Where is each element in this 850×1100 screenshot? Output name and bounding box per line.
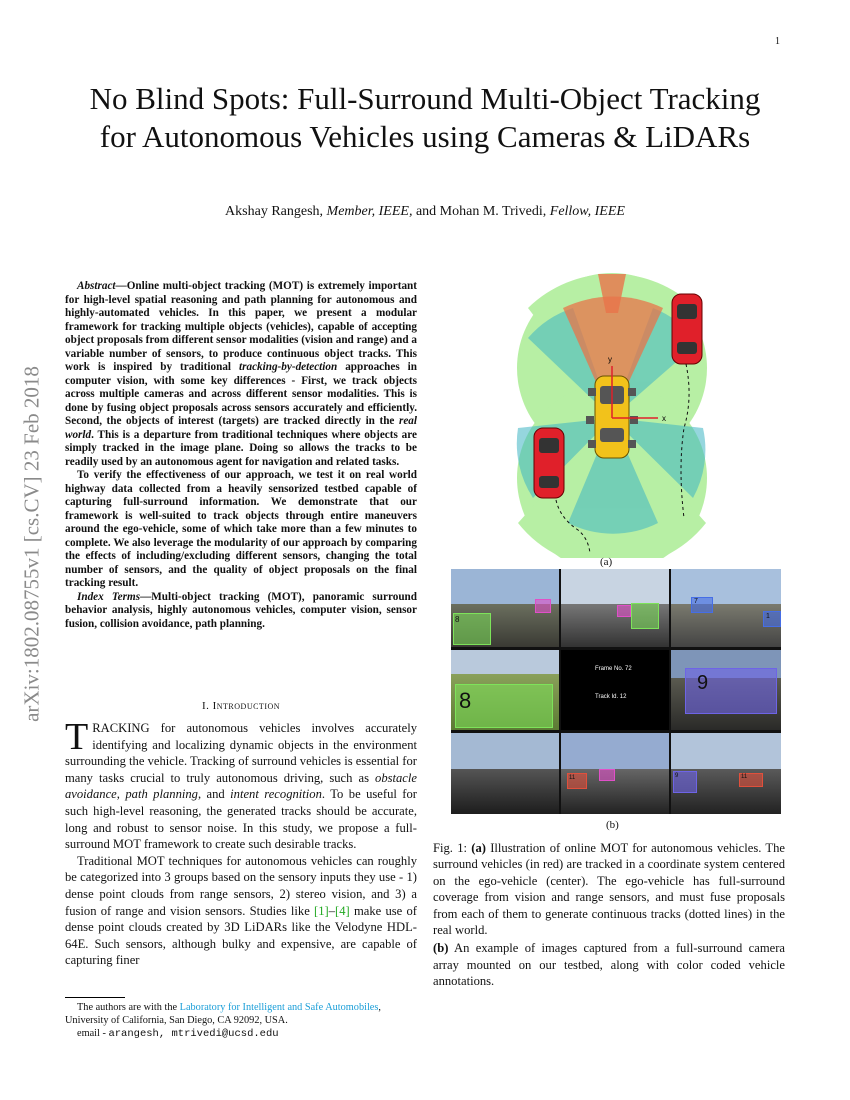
surround-vehicle-left — [534, 428, 564, 498]
abstract-emph-2: real world — [65, 415, 417, 441]
abstract-emph-1: tracking-by-detection — [239, 361, 338, 373]
intro-emph-3: intent recognition — [230, 787, 322, 802]
drop-cap: T — [65, 716, 89, 758]
intro-text-3: Traditional MOT techniques for autonomous vehicles can roughly be categorized into 3 groups based on the sensory inputs they use - 1) dense point clouds from range sensors, 2) stereo vision, and 3) a fusion of range and vision sensors. Studies like — [65, 853, 417, 918]
email-address: arangesh, mtrivedi@ucsd.edu — [108, 1028, 279, 1040]
camera-tile-3 — [671, 569, 781, 647]
camera-tile-5 — [671, 650, 781, 730]
author-and: and Mohan M. Trivedi, — [415, 204, 547, 219]
figure-b-label: (b) — [606, 819, 619, 831]
track-id-label: 9 — [697, 672, 709, 694]
figure-a-label: (a) — [600, 556, 613, 568]
arxiv-sidebar — [12, 294, 52, 794]
frame-number: Frame No. 72 — [595, 666, 632, 672]
intro-sep-1: , — [116, 787, 126, 802]
intro-text-1: RACKING for autonomous vehicles involves accurately identifying and localizing dynamic objects in the environment surrounding the vehicle. Tracking of surround vehicles is essential for many tasks crucial to truly autonomous driving, such as — [65, 721, 417, 785]
caption-prefix: Fig. 1: — [433, 841, 472, 855]
email-label: email - — [77, 1028, 109, 1039]
figure-b-camera-mosaic — [451, 569, 781, 814]
cite-dash: – — [328, 903, 336, 918]
section-heading: I. Introduction — [201, 700, 281, 712]
track-id-label: 8 — [455, 615, 460, 624]
index-terms-label: Index Terms — [77, 590, 141, 603]
camera-tile-2 — [561, 569, 669, 647]
intro-emph-2: path planning — [125, 787, 198, 802]
intro-emph-1: obstacle avoidance — [65, 770, 417, 802]
footnote-rule — [65, 997, 125, 998]
abstract-text-1: —Online multi-object tracking (MOT) is extremely important for high-level spatial reasoning and path planning for autonomous and highly-automated vehicles. In this paper, we present a modular framework for tracking multiple objects (vehicles), capable of accepting object proposals from different sensor modalities (vision and range) and a variable number of sensors, to produce continuous object tracks. This work is inspired by traditional — [65, 280, 417, 373]
abstract — [65, 280, 417, 631]
caption-b-label: (b) — [433, 941, 449, 956]
abstract-text-3: . This is a departure from traditional techniques where objects are simply tracked in the image plane. Doing so allows the tracks to be readily used by an autonomous agent for navigation and related tasks. — [65, 428, 417, 468]
camera-tile-1 — [451, 569, 559, 647]
author-1-role: Member, IEEE, — [326, 204, 413, 219]
intro-sep-2: , and — [197, 787, 231, 802]
abstract-label: Abstract — [77, 280, 116, 292]
camera-tile-8 — [671, 733, 781, 814]
intro-text-2: . To be useful for such high-level reasoning, the generated tracks should be accurate, long and robust to sensor noise. In this study, we propose a full-surround MOT framework to create such desirable tracks. — [65, 787, 417, 852]
tracking-info-panel — [561, 650, 669, 730]
footnote-text-1: The authors are with the — [77, 1002, 180, 1013]
caption-a-label: (a) — [471, 841, 486, 855]
caption-b-text: An example of images captured from a full-surround camera array mounted on our testbed, along with color coded vehicle annotations. — [433, 941, 785, 989]
index-terms: —Multi-object tracking (MOT), panoramic surround behavior analysis, highly autonomous vehicles, computer vision, sensor fusion, collision avoidance, path planning. — [65, 590, 417, 630]
camera-tile-4 — [451, 650, 559, 730]
footnote-address: University of California, San Diego, CA 92092, USA. — [65, 1015, 288, 1026]
footnote-comma: , — [378, 1002, 381, 1013]
track-id-label: 9 — [675, 773, 679, 779]
track-id-label: 8 — [459, 688, 472, 713]
track-id-label: 11 — [569, 775, 576, 781]
intro-text-4: make use of dense point clouds created by 3D LiDARs like the Velodyne HDL-64E. Such sensors, although bulky and expensive, are capable of capturing finer — [65, 903, 417, 968]
author-1: Akshay Rangesh, — [225, 204, 324, 219]
track-id-label: 7 — [694, 598, 698, 605]
track-id-label: 11 — [741, 774, 748, 780]
arxiv-stamp: arXiv:1802.08755v1 [cs.CV] 23 Feb 2018 — [19, 366, 44, 722]
author-2-role: Fellow, IEEE — [549, 204, 625, 219]
citation-link-1[interactable]: [1] — [314, 903, 329, 918]
x-axis-label: x — [662, 414, 666, 423]
paper-title: No Blind Spots: Full-Surround Multi-Object Tracking for Autonomous Vehicles using Cameras & LiDARs — [89, 81, 761, 154]
camera-tile-6 — [451, 733, 559, 814]
page-number: 1 — [775, 36, 780, 47]
caption-a-text: Illustration of online MOT for autonomous vehicles. The surround vehicles (in red) are tracked in a coordinate system centered on the ego-vehicle (center). The ego-vehicle has full-surround coverage from vision and range sensors, and must fuse proposals from each of them to generate continuous tracks (dotted lines) in the real world. — [433, 841, 785, 938]
track-id: Track Id. 12 — [595, 694, 627, 700]
footnote — [65, 1001, 425, 1041]
y-axis-label: y — [608, 355, 612, 364]
author-line — [80, 204, 770, 220]
track-id-label: 1 — [766, 613, 770, 620]
camera-tile-7 — [561, 733, 669, 814]
abstract-text-2: approaches in computer vision, with some key differences - First, we track objects across multiple cameras and across different sensor modalities. This is done by fusing object proposals across sensors accurately and efficiently. Second, the objects of interest (targets) are tracked directly in the — [65, 361, 418, 427]
citation-link-4[interactable]: [4] — [335, 903, 350, 918]
figure-caption — [433, 840, 785, 992]
figure-a-illustration — [498, 268, 728, 558]
lab-link[interactable]: Laboratory for Intelligent and Safe Automobiles — [179, 1002, 379, 1013]
surround-vehicle-right — [672, 294, 702, 364]
introduction-body — [65, 716, 417, 969]
abstract-paragraph-2: To verify the effectiveness of our approach, we test it on real world highway data collected from a heavily sensorized testbed capable of capturing full-surround information. We demonstrate that our framework is well-suited to track objects through entire maneuvers around the ego-vehicle, some of which take more than a few minutes to complete. We also leverage the modularity of our approach by comparing the effects of including/excluding different sensors, changing the total number of sensors, and the quality of object proposals on the final tracking result. — [65, 469, 417, 589]
